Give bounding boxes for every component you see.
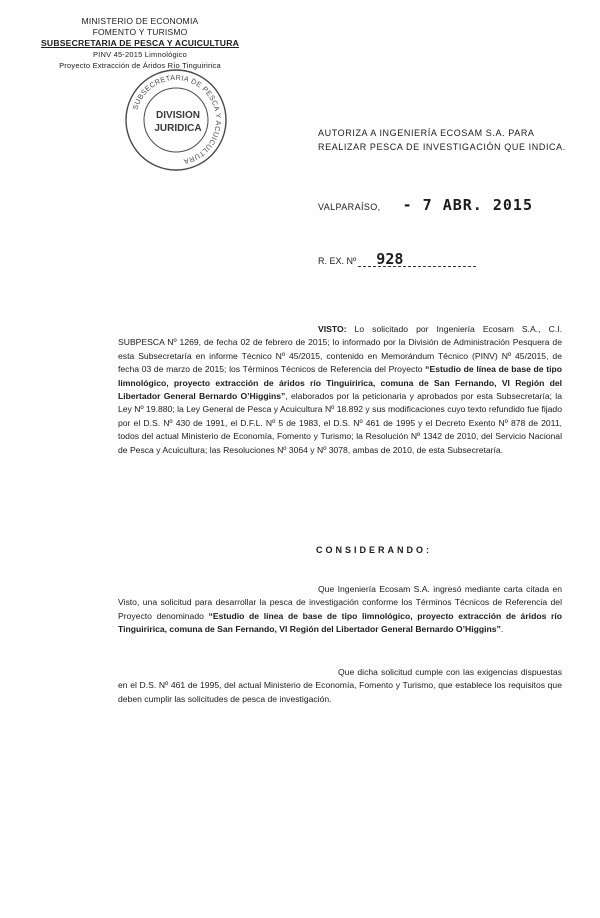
stamp-ring-text: SUBSECRETARIA DE PESCA Y ACUICULTURA	[130, 72, 224, 167]
letterhead-file-ref: PINV 45-2015 Limnológico	[92, 50, 188, 59]
visto-paragraph	[118, 323, 562, 457]
letterhead	[40, 16, 240, 71]
resolution-subject	[318, 126, 566, 154]
visto-label: VISTO:	[318, 324, 347, 334]
division-juridica-stamp	[122, 66, 230, 174]
considerando-1-project-title: “Estudio de línea de base de tipo limnológico, proyecto extracción de áridos río Tinguiririca, comuna de San Fernando, VI Región del Libertador General Bernardo O’Higgins”	[118, 610, 562, 635]
letterhead-subsecretaria: SUBSECRETARIA DE PESCA Y ACUICULTURA	[40, 38, 240, 48]
considerando-1-text-b: .	[500, 624, 504, 635]
considerando-1-paragraph	[118, 583, 562, 637]
letterhead-ministry-sub: FOMENTO Y TURISMO	[92, 27, 188, 37]
letterhead-ministry: MINISTERIO DE ECONOMIA	[81, 16, 199, 26]
visto-text-a: Lo solicitado por Ingeniería Ecosam S.A., C.I. SUBPESCA Nº 1269, de fecha 02 de febrero de 2015; lo informado por la División de Administración Pesquera de esta Subsecretaría en informe Técnico Nº 45/2015, contenido en Memorándum Técnico (PINV) Nº 45/2015, de fecha 03 de marzo de 2015; los Términos Técnicos de Referencia del Proyecto	[118, 324, 562, 375]
resolution-subject-line2: REALIZAR PESCA DE INVESTIGACIÓN QUE INDICA.	[318, 142, 566, 152]
date-stamp: - 7 ABR. 2015	[402, 196, 533, 214]
resolution-number-row	[318, 252, 476, 267]
rex-number: 928	[358, 252, 476, 267]
place-date	[318, 196, 533, 214]
resolution-subject-line1: AUTORIZA A INGENIERÍA ECOSAM S.A. PARA	[318, 128, 535, 138]
rex-label: R. EX. Nº	[318, 256, 357, 266]
letterhead-project-ref: Proyecto Extracción de Áridos Río Tinguiririca	[59, 61, 221, 70]
stamp-center-line1: DIVISION	[156, 110, 200, 121]
considerando-1-text-a: Que Ingeniería Ecosam S.A. ingresó mediante carta citada en Visto, una solicitud para desarrollar la pesca de investigación conforme los Términos Técnicos de Referencia del Proyecto denominado	[118, 584, 562, 621]
visto-project-title: “Estudio de línea de base de tipo limnológico, proyecto extracción de áridos río Tinguiririca, comuna de San Fernando, VI Región del Libertador General Bernardo O’Higgins”	[118, 364, 563, 402]
considerando-2-paragraph: Que dicha solicitud cumple con las exigencias dispuestas en el D.S. Nº 461 de 1995, del actual Ministerio de Economía, Fomento y Turismo, que establece los requisitos que deben cumplir las solicitudes de pesca de investigación.	[118, 667, 562, 704]
stamp-center-line2: JURIDICA	[154, 123, 202, 134]
considerando-heading: CONSIDERANDO:	[316, 545, 433, 555]
visto-text-b: , elaborados por la peticionaria y aprobados por esta Subsecretaría; la Ley Nº 19.880; la Ley General de Pesca y Acuicultura Nº 18.892 y sus modificaciones cuyo texto refundido fue fijado por el D.S. Nº 430 de 1991, el D.F.L. Nº 5 de 1983, el D.S. Nº 461 de 1995 y el Decreto Exento Nº 878 de 2011, todos del actual Ministerio de Economía, Fomento y Turismo; la Resolución Nº 1342 de 2010, del Servicio Nacional de Pesca y Acuicultura; las Resoluciones Nº 3064 y Nº 3078, ambas de 2010, de esta Subsecretaría.	[118, 391, 562, 455]
place-label: VALPARAÍSO,	[318, 202, 381, 212]
